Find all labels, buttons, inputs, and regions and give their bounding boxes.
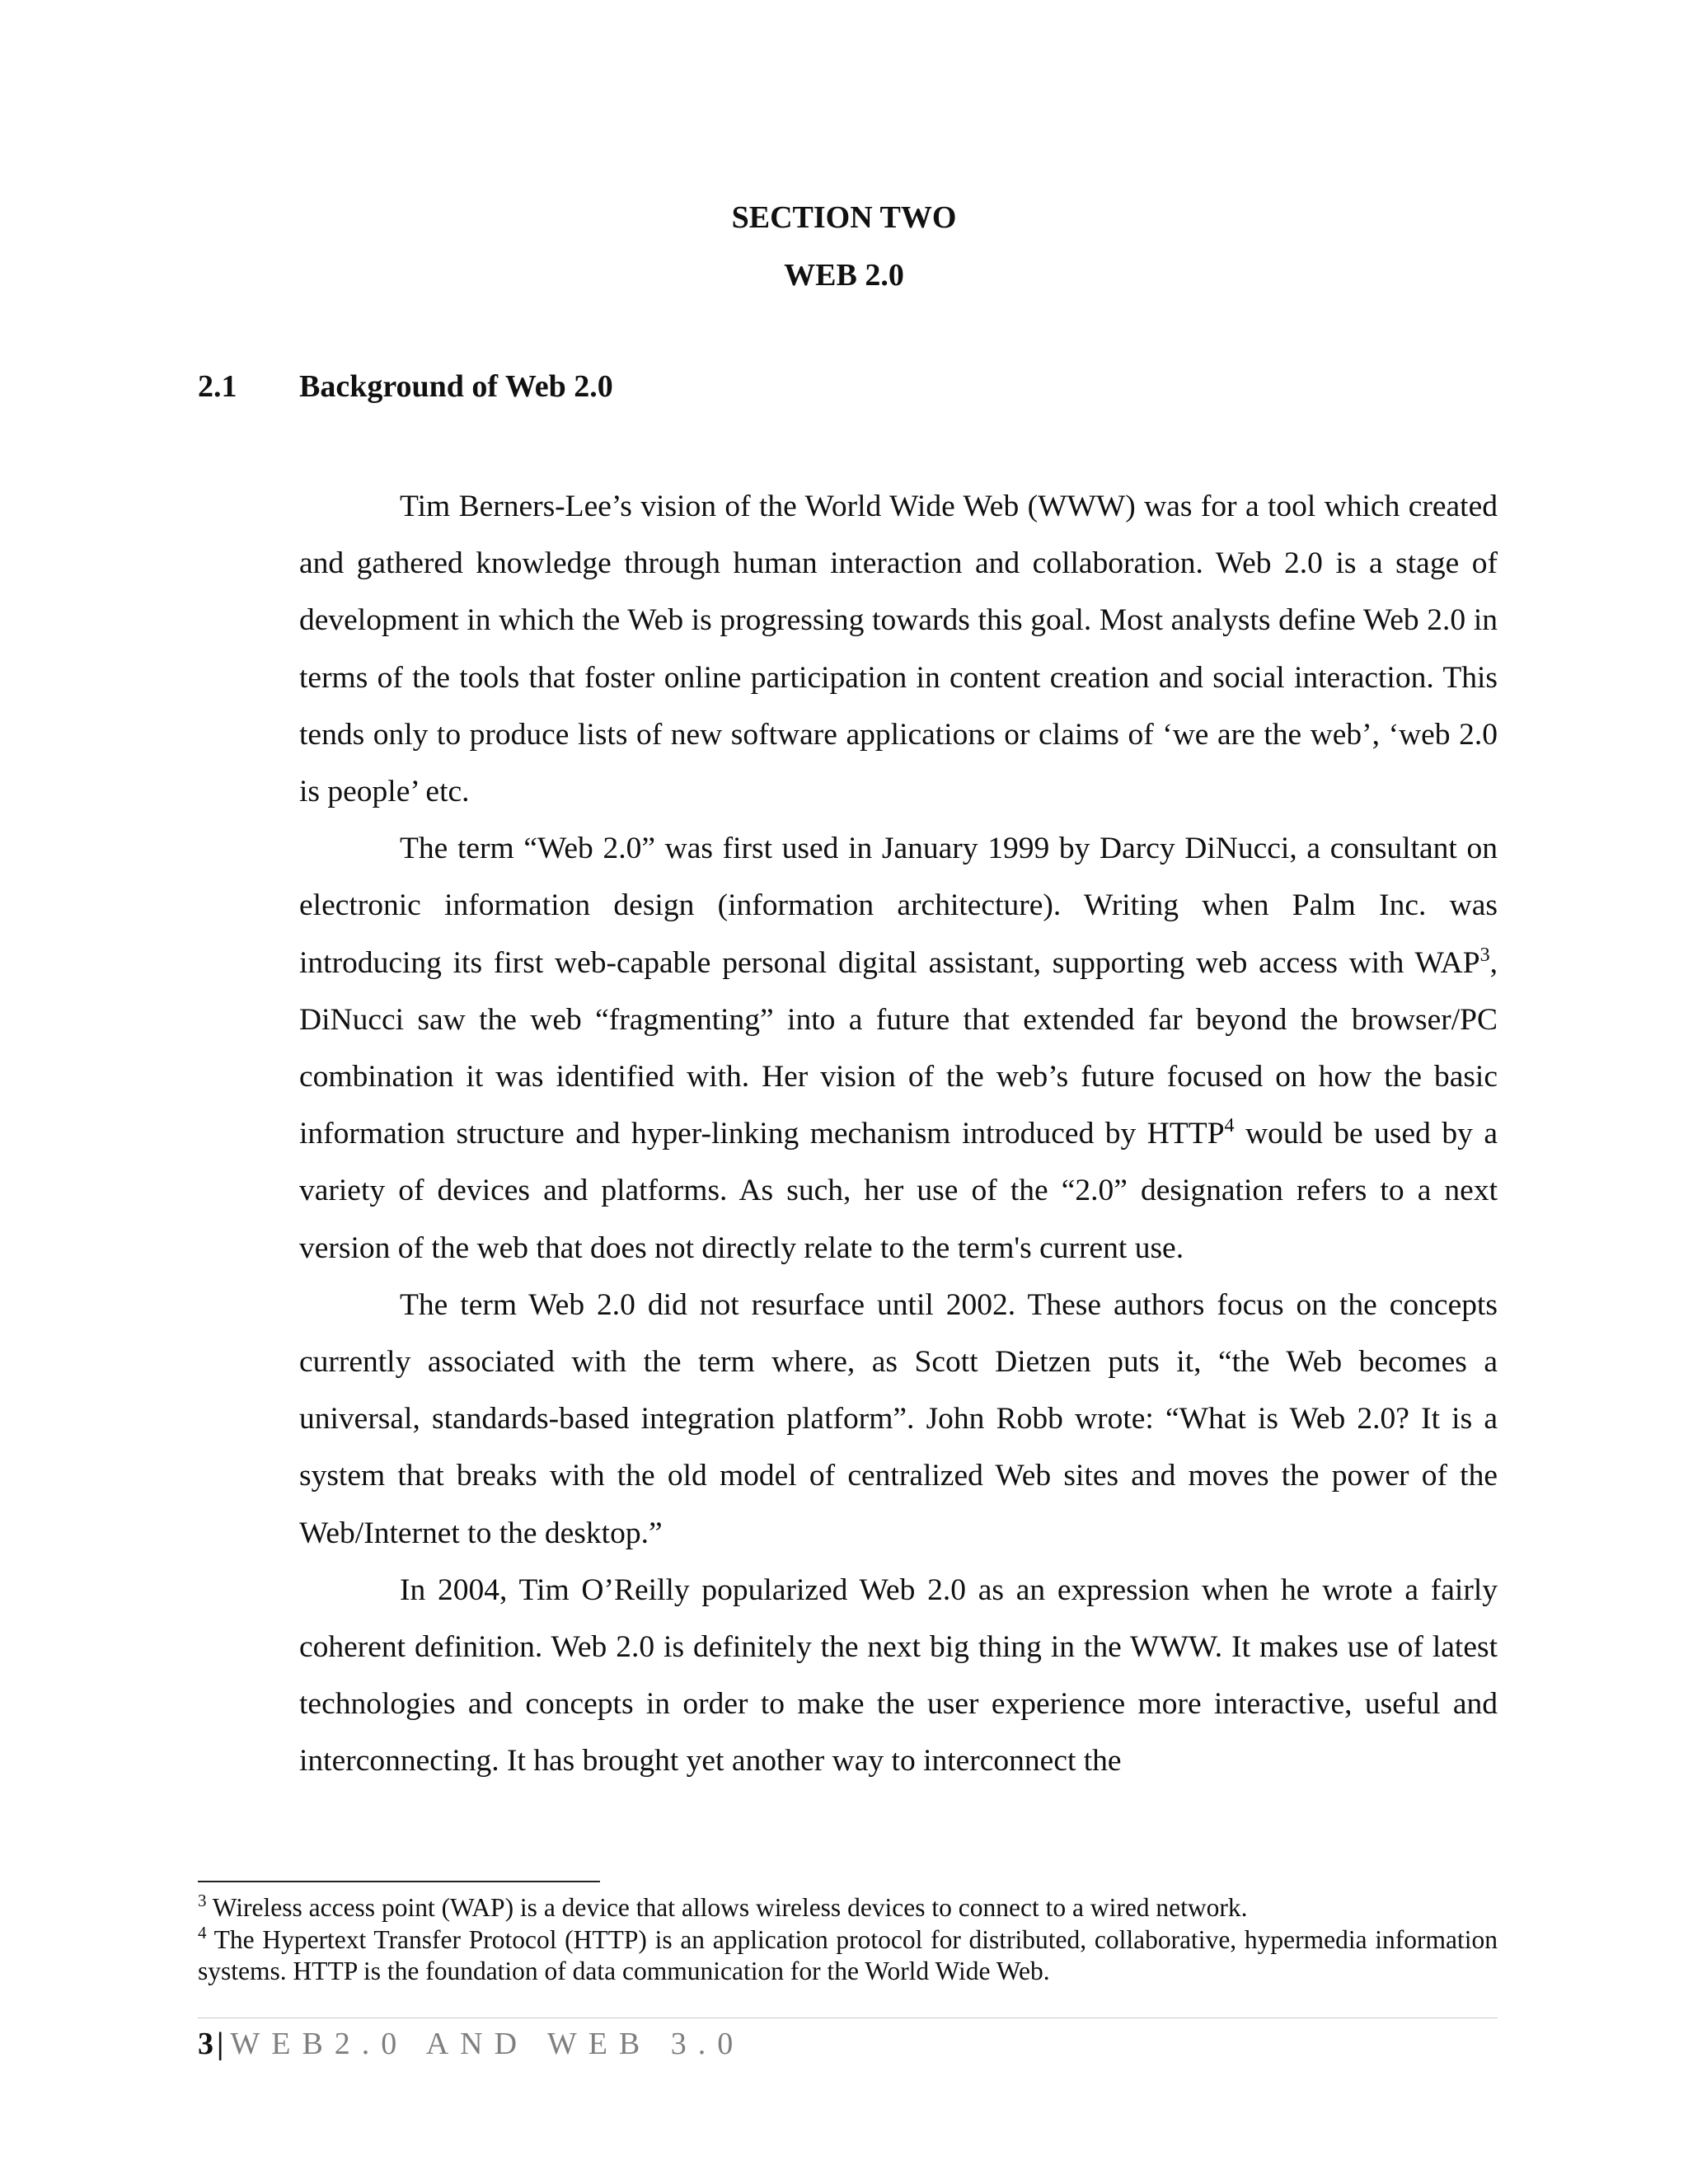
footer-title: WEB2.0 AND WEB 3.0 xyxy=(230,2027,745,2061)
body-text xyxy=(299,478,1498,1790)
heading-number: 2.1 xyxy=(198,369,237,404)
footnotes xyxy=(198,1892,1498,1988)
paragraph-2 xyxy=(299,820,1498,1277)
section-title: SECTION TWO xyxy=(731,200,957,235)
section-heading xyxy=(198,363,613,410)
section-subtitle: WEB 2.0 xyxy=(784,258,904,293)
paragraph-3: The term Web 2.0 did not resurface until 2002. These authors focus on the concepts currently associated with the term where, as Scott Dietzen puts it, “the Web becomes a universal, standards-based integration platform”. John Robb wrote: “What is Web 2.0? It is a system that breaks with the old model of centralized Web sites and moves the power of the Web/Internet to the desktop.” xyxy=(299,1287,1498,1550)
footnote-3 xyxy=(198,1892,1498,1924)
footnote-3-text: Wireless access point (WAP) is a device that allows wireless devices to connect to a wired network. xyxy=(206,1893,1248,1922)
paragraph-2-part-b: , DiNucci saw the web “fragmenting” into a future that extended far beyond the browser/PC combination it was identified with. Her vision of the web’s future focused on how the basic information structure and hyper-linking mechanism introduced by HTTP xyxy=(299,945,1498,1151)
paragraph-1: Tim Berners-Lee’s vision of the World Wide Web (WWW) was for a tool which created and gathered knowledge through human interaction and collaboration. Web 2.0 is a stage of development in which the Web is progressing towards this goal. Most analysts define Web 2.0 in terms of the tools that foster online participation in content creation and social interaction. This tends only to produce lists of new software applications or claims of ‘we are the web’, ‘web 2.0 is people’ etc. xyxy=(299,490,1498,809)
footnote-ref-3[interactable]: 3 xyxy=(1479,944,1490,966)
footnote-ref-4[interactable]: 4 xyxy=(1224,1115,1235,1137)
footnote-mark-4: 4 xyxy=(198,1922,207,1943)
footnote-4-text: The Hypertext Transfer Protocol (HTTP) is an application protocol for distributed, collaborative, hypermedia information systems. HTTP is the foundation of data communication for the World Wide Web. xyxy=(198,1924,1498,1985)
paragraph-2-part-a: The term “Web 2.0” was first used in January 1999 by Darcy DiNucci, a consultant on electronic information design (information architecture). Writing when Palm Inc. was introducing its first web-capable personal digital assistant, supporting web access with WAP xyxy=(299,832,1498,980)
page-footer xyxy=(198,2021,744,2067)
footnote-4 xyxy=(198,1924,1498,1988)
heading-text: Background of Web 2.0 xyxy=(299,369,613,404)
paragraph-4: In 2004, Tim O’Reilly popularized Web 2.0 as an expression when he wrote a fairly coherent definition. Web 2.0 is definitely the next big thing in the WWW. It makes use of latest technologies and concepts in order to make the user experience more interactive, useful and interconnecting. It has brought yet another way to interconnect the xyxy=(299,1572,1498,1779)
footer-separator: | xyxy=(217,2027,224,2061)
footnote-divider xyxy=(198,1881,600,1882)
footnote-mark-3: 3 xyxy=(198,1891,207,1910)
paragraph-2-part-c: would be used by a variety of devices and platforms. As such, her use of the “2.0” designation refers to a next version of the web that does not directly relate to the term's current use. xyxy=(299,1117,1498,1265)
page-number: 3 xyxy=(198,2027,213,2061)
